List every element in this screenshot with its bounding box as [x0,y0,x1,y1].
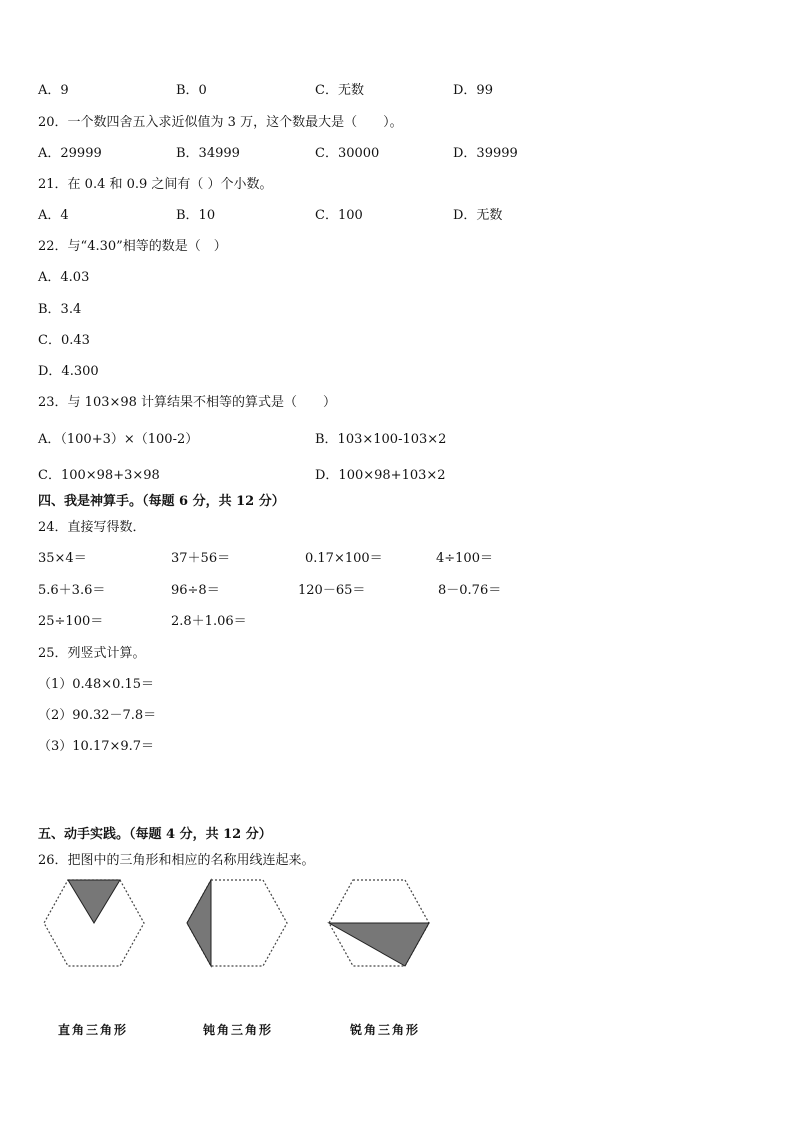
q25-item: （3）10.17×9.7＝ [38,739,155,754]
q23-stem: 23．与 103×98 计算结果不相等的算式是（ ） [38,395,337,410]
q25-stem: 25．列竖式计算。 [38,646,146,661]
hexagon-figure-2 [183,876,293,972]
q21-option-b: B．10 [176,208,216,223]
q20-option-d: D．39999 [453,146,518,161]
q24-item: 2.8＋1.06＝ [171,614,247,629]
q24-item: 4÷100＝ [436,551,493,566]
q19-option-a: A．9 [38,83,69,98]
q20-option-c: C．30000 [315,146,380,161]
q19-option-c: C．无数 [315,83,364,98]
q20-option-a: A．29999 [38,146,102,161]
q25-item: （2）90.32－7.8＝ [38,708,157,723]
q23-option-b: B．103×100-103×2 [315,432,447,447]
label-right-triangle: 直角三角形 [58,1023,129,1037]
q24-stem: 24．直接写得数． [38,520,146,535]
label-obtuse-triangle: 钝角三角形 [203,1023,274,1037]
q20-stem: 20．一个数四舍五入求近似值为 3 万，这个数最大是（ ）。 [38,115,403,130]
q25-item: （1）0.48×0.15＝ [38,677,155,692]
shaded-triangle [329,923,429,966]
q24-item: 37＋56＝ [171,551,231,566]
q21-option-c: C．100 [315,208,363,223]
q24-item: 96÷8＝ [171,583,220,598]
hexagon-figure-1 [40,876,150,972]
q23-option-c: C．100×98+3×98 [38,468,160,483]
q21-option-d: D．无数 [453,208,503,223]
q22-stem: 22．与“4.30”相等的数是（ ） [38,239,227,254]
q24-item: 120－65＝ [298,583,366,598]
q22-option-c: C．0.43 [38,333,90,348]
q24-item: 35×4＝ [38,551,87,566]
q19-option-b: B．0 [176,83,207,98]
q20-option-b: B．34999 [176,146,240,161]
shaded-triangle [68,880,120,923]
q21-option-a: A．4 [38,208,69,223]
q24-item: 25÷100＝ [38,614,104,629]
q24-item: 0.17×100＝ [305,551,383,566]
q24-item: 5.6＋3.6＝ [38,583,106,598]
q23-option-a: A．（100+3）×（100-2） [38,432,199,447]
q23-option-d: D．100×98+103×2 [315,468,446,483]
q22-option-a: A．4.03 [38,270,90,285]
q26-stem: 26．把图中的三角形和相应的名称用线连起来。 [38,853,315,868]
section5-title: 五、动手实践。（每题 4 分，共 12 分） [38,827,272,842]
label-acute-triangle: 锐角三角形 [350,1023,421,1037]
hexagon-figure-3 [325,876,435,972]
section4-title: 四、我是神算手。（每题 6 分，共 12 分） [38,494,285,509]
q22-option-b: B．3.4 [38,302,82,317]
q24-item: 8－0.76＝ [438,583,502,598]
shaded-triangle [187,880,211,966]
q19-option-d: D．99 [453,83,493,98]
q21-stem: 21．在 0.4 和 0.9 之间有（ ）个小数。 [38,177,273,192]
q22-option-d: D．4.300 [38,364,99,379]
